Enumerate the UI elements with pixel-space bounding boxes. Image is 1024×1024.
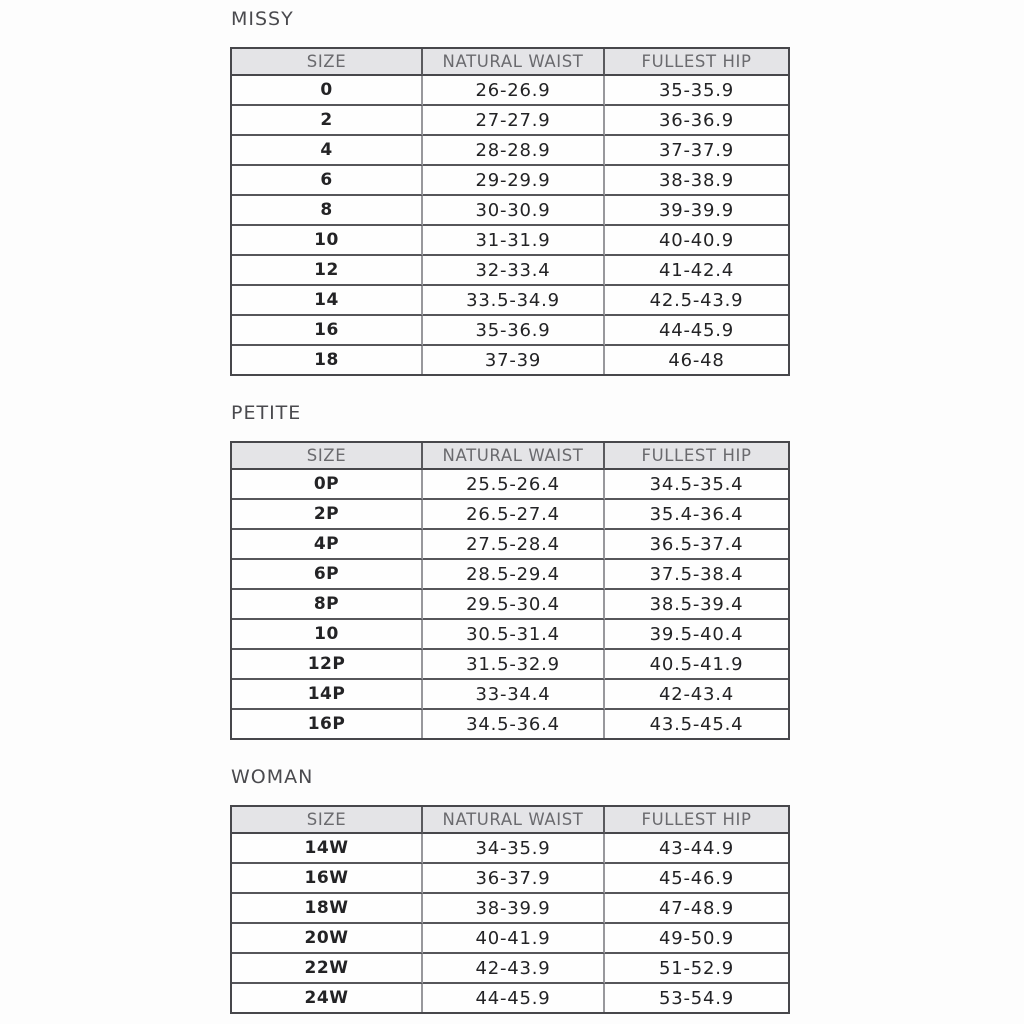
column-header-natural-waist: NATURAL WAIST	[423, 49, 605, 76]
fullest-hip-cell: 46-48	[605, 346, 788, 374]
natural-waist-cell: 37-39	[423, 346, 605, 374]
table-row	[232, 924, 788, 954]
table-row	[232, 620, 788, 650]
fullest-hip-cell: 36.5-37.4	[605, 530, 788, 560]
size-table	[230, 47, 790, 376]
size-table-body	[232, 76, 788, 374]
natural-waist-cell: 27-27.9	[423, 106, 605, 136]
table-row	[232, 136, 788, 166]
fullest-hip-cell: 35.4-36.4	[605, 500, 788, 530]
fullest-hip-cell: 43-44.9	[605, 834, 788, 864]
table-row	[232, 710, 788, 738]
size-cell: 8	[232, 196, 423, 226]
size-cell: 4	[232, 136, 423, 166]
natural-waist-cell: 29.5-30.4	[423, 590, 605, 620]
size-cell: 0	[232, 76, 423, 106]
size-cell: 24W	[232, 984, 423, 1012]
fullest-hip-cell: 49-50.9	[605, 924, 788, 954]
size-cell: 16P	[232, 710, 423, 738]
fullest-hip-cell: 45-46.9	[605, 864, 788, 894]
natural-waist-cell: 31-31.9	[423, 226, 605, 256]
size-cell: 4P	[232, 530, 423, 560]
table-row	[232, 864, 788, 894]
fullest-hip-cell: 41-42.4	[605, 256, 788, 286]
table-row	[232, 834, 788, 864]
table-row	[232, 470, 788, 500]
fullest-hip-cell: 37-37.9	[605, 136, 788, 166]
column-header-fullest-hip: FULLEST HIP	[605, 443, 788, 470]
column-header-fullest-hip: FULLEST HIP	[605, 49, 788, 76]
table-row	[232, 500, 788, 530]
natural-waist-cell: 25.5-26.4	[423, 470, 605, 500]
natural-waist-cell: 40-41.9	[423, 924, 605, 954]
fullest-hip-cell: 44-45.9	[605, 316, 788, 346]
fullest-hip-cell: 42.5-43.9	[605, 286, 788, 316]
size-table-head	[232, 443, 788, 470]
size-cell: 22W	[232, 954, 423, 984]
natural-waist-cell: 33-34.4	[423, 680, 605, 710]
table-row	[232, 590, 788, 620]
size-cell: 8P	[232, 590, 423, 620]
natural-waist-cell: 34.5-36.4	[423, 710, 605, 738]
fullest-hip-cell: 38.5-39.4	[605, 590, 788, 620]
size-cell: 2	[232, 106, 423, 136]
size-table-body	[232, 834, 788, 1012]
size-table	[230, 805, 790, 1014]
fullest-hip-cell: 38-38.9	[605, 166, 788, 196]
fullest-hip-cell: 39.5-40.4	[605, 620, 788, 650]
size-cell: 6	[232, 166, 423, 196]
table-row	[232, 346, 788, 374]
size-table-head	[232, 49, 788, 76]
size-cell: 12	[232, 256, 423, 286]
natural-waist-cell: 44-45.9	[423, 984, 605, 1012]
fullest-hip-cell: 40-40.9	[605, 226, 788, 256]
natural-waist-cell: 26-26.9	[423, 76, 605, 106]
size-cell: 14P	[232, 680, 423, 710]
fullest-hip-cell: 43.5-45.4	[605, 710, 788, 738]
table-row	[232, 256, 788, 286]
table-row	[232, 106, 788, 136]
fullest-hip-cell: 39-39.9	[605, 196, 788, 226]
size-table	[230, 441, 790, 740]
table-row	[232, 984, 788, 1012]
natural-waist-cell: 30.5-31.4	[423, 620, 605, 650]
column-header-size: SIZE	[232, 807, 423, 834]
size-table-section	[230, 0, 790, 376]
column-header-natural-waist: NATURAL WAIST	[423, 807, 605, 834]
size-cell: 10	[232, 226, 423, 256]
size-cell: 20W	[232, 924, 423, 954]
natural-waist-cell: 27.5-28.4	[423, 530, 605, 560]
fullest-hip-cell: 53-54.9	[605, 984, 788, 1012]
size-cell: 16W	[232, 864, 423, 894]
size-cell: 12P	[232, 650, 423, 680]
size-cell: 10	[232, 620, 423, 650]
natural-waist-cell: 36-37.9	[423, 864, 605, 894]
natural-waist-cell: 26.5-27.4	[423, 500, 605, 530]
table-title: MISSY	[231, 8, 294, 30]
size-cell: 18W	[232, 894, 423, 924]
size-table-section	[230, 402, 790, 740]
size-table-section	[230, 766, 790, 1014]
natural-waist-cell: 31.5-32.9	[423, 650, 605, 680]
size-cell: 18	[232, 346, 423, 374]
natural-waist-cell: 28-28.9	[423, 136, 605, 166]
size-cell: 14W	[232, 834, 423, 864]
header-row	[232, 49, 788, 76]
table-row	[232, 680, 788, 710]
table-row	[232, 530, 788, 560]
table-title: PETITE	[231, 402, 302, 424]
fullest-hip-cell: 34.5-35.4	[605, 470, 788, 500]
fullest-hip-cell: 36-36.9	[605, 106, 788, 136]
size-cell: 0P	[232, 470, 423, 500]
fullest-hip-cell: 40.5-41.9	[605, 650, 788, 680]
natural-waist-cell: 32-33.4	[423, 256, 605, 286]
table-row	[232, 76, 788, 106]
size-cell: 14	[232, 286, 423, 316]
size-cell: 16	[232, 316, 423, 346]
table-row	[232, 650, 788, 680]
column-header-natural-waist: NATURAL WAIST	[423, 443, 605, 470]
table-row	[232, 954, 788, 984]
table-row	[232, 196, 788, 226]
table-row	[232, 286, 788, 316]
natural-waist-cell: 38-39.9	[423, 894, 605, 924]
header-row	[232, 443, 788, 470]
natural-waist-cell: 35-36.9	[423, 316, 605, 346]
natural-waist-cell: 29-29.9	[423, 166, 605, 196]
size-table-body	[232, 470, 788, 738]
size-cell: 2P	[232, 500, 423, 530]
fullest-hip-cell: 42-43.4	[605, 680, 788, 710]
column-header-size: SIZE	[232, 443, 423, 470]
size-cell: 6P	[232, 560, 423, 590]
fullest-hip-cell: 35-35.9	[605, 76, 788, 106]
table-title: WOMAN	[231, 766, 314, 788]
fullest-hip-cell: 47-48.9	[605, 894, 788, 924]
header-row	[232, 807, 788, 834]
natural-waist-cell: 30-30.9	[423, 196, 605, 226]
table-row	[232, 316, 788, 346]
table-row	[232, 560, 788, 590]
fullest-hip-cell: 51-52.9	[605, 954, 788, 984]
natural-waist-cell: 28.5-29.4	[423, 560, 605, 590]
column-header-size: SIZE	[232, 49, 423, 76]
natural-waist-cell: 33.5-34.9	[423, 286, 605, 316]
natural-waist-cell: 42-43.9	[423, 954, 605, 984]
table-row	[232, 166, 788, 196]
fullest-hip-cell: 37.5-38.4	[605, 560, 788, 590]
table-row	[232, 894, 788, 924]
natural-waist-cell: 34-35.9	[423, 834, 605, 864]
table-row	[232, 226, 788, 256]
column-header-fullest-hip: FULLEST HIP	[605, 807, 788, 834]
size-table-head	[232, 807, 788, 834]
